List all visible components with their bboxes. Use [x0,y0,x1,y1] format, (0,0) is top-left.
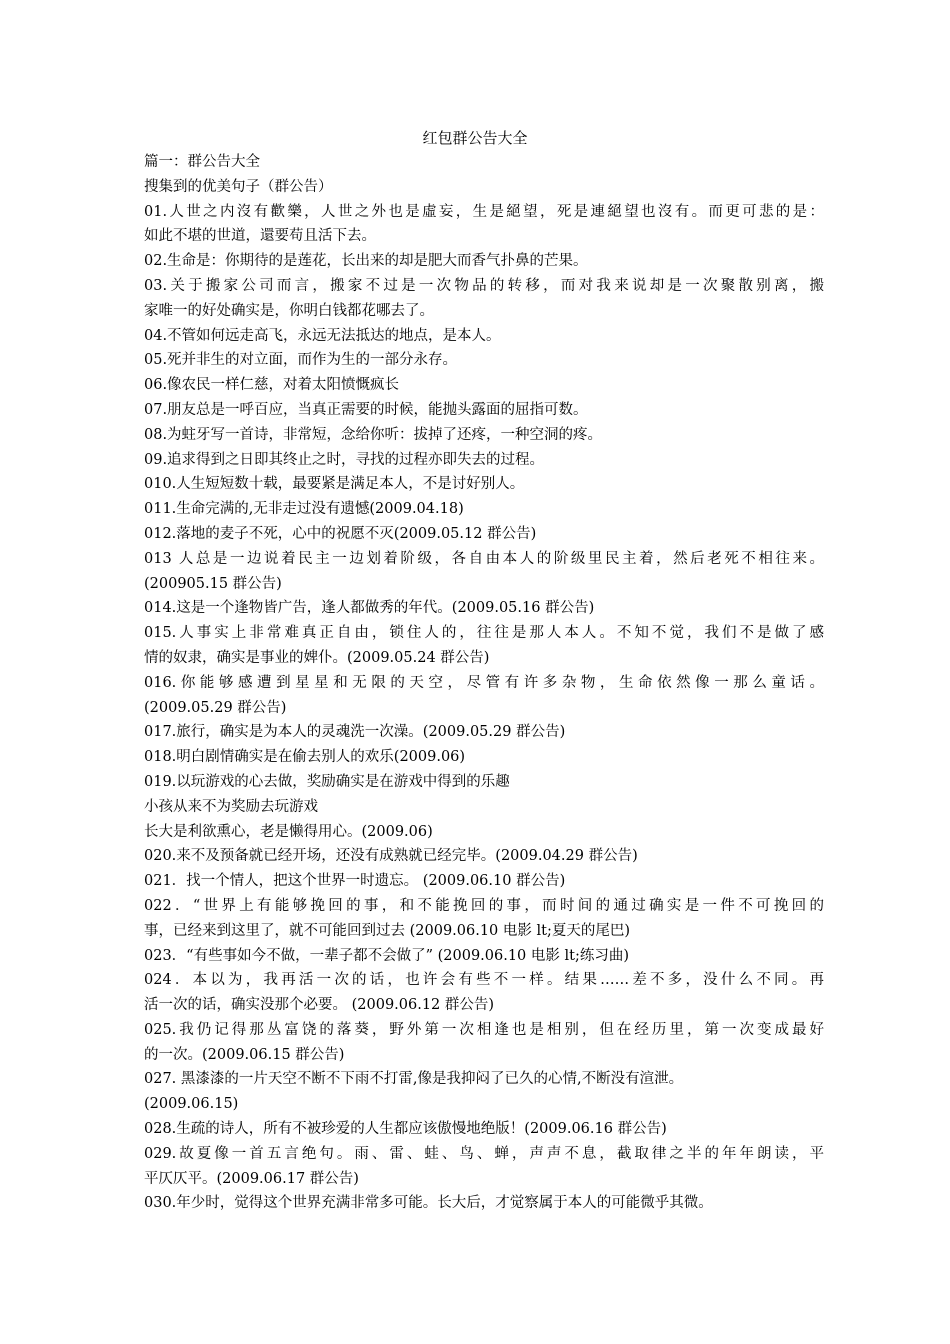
text-line: 015.人事实上非常难真正自由，锁住人的，往往是那人本人。不知不觉，我们不是做了感 [144,625,824,642]
text-line: 030.年少时，觉得这个世界充满非常多可能。长大后，才觉察属于本人的可能微乎其微。 [144,1195,713,1212]
text-line: 020.来不及预备就已经开场，还没有成熟就已经完毕。(2009.04.29 群公告) [144,848,638,865]
text-line: 06.像农民一样仁慈，对着太阳愤慨疯长 [144,377,400,394]
text-line: 平仄仄平。(2009.06.17 群公告) [144,1170,359,1187]
text-line: 篇一：群公告大全 [144,154,260,170]
text-line: 08.为蛀牙写一首诗，非常短，念给你听：拔掉了还疼，一种空洞的疼。 [144,426,603,443]
text-line: 029.故夏像一首五言绝句。雨、雷、蛙、鸟、蝉，声声不息，截取律之半的年年朗读，平 [144,1145,824,1162]
text-line: 03.关于搬家公司而言，搬家不过是一次物品的转移，而对我来说却是一次聚散别离，搬 [144,277,824,294]
text-line: 的一次。(2009.06.15 群公告) [144,1046,345,1063]
text-line: 027. 黑漆漆的一片天空不断不下雨不打雷,像是我抑闷了已久的心情,不断没有渲泄。 [144,1071,684,1088]
text-line: 018.明白剧情确实是在偷去别人的欢乐(2009.06) [144,749,466,766]
text-line: 028.生疏的诗人，所有不被珍爱的人生都应该傲慢地绝版！(2009.06.16 群公告) [144,1121,667,1138]
text-line: 家唯一的好处确实是，你明白钱都花哪去了。 [144,302,434,319]
text-line: 024．本以为，我再活一次的话，也许会有些不一样。结果……差不多，没什么不同。再 [144,972,824,989]
text-line: 021．找一个情人，把这个世界一时遗忘。 (2009.06.10 群公告) [144,873,566,890]
text-line: 013 人总是一边说着民主一边划着阶级，各自由本人的阶级里民主着，然后老死不相往来。 [144,550,824,567]
text-line: 017.旅行，确实是为本人的灵魂洗一次澡。(2009.05.29 群公告) [144,724,566,741]
text-line: 016.你能够感遭到星星和无限的天空，尽管有许多杂物，生命依然像一那么童话。 [144,674,824,691]
text-line: 012.落地的麦子不死，心中的祝愿不灭(2009.05.12 群公告) [144,525,537,542]
text-line: 07.朋友总是一呼百应，当真正需要的时候，能抛头露面的屈指可数。 [144,401,588,418]
text-line: 活一次的话，确实没那个必要。 (2009.06.12 群公告) [144,997,495,1014]
text-line: 025.我仍记得那丛富饶的落葵，野外第一次相逢也是相别，但在经历里，第一次变成最好 [144,1021,824,1038]
text-line: 如此不堪的世道，還要苟且活下去。 [144,228,376,245]
text-line: 01.人世之内沒有歡樂，人世之外也是虛妄，生是絕望，死是連絕望也沒有。而更可悲的是： [144,203,824,220]
text-line: 02.生命是：你期待的是莲花，长出来的却是肥大而香气扑鼻的芒果。 [144,253,588,270]
text-line: 小孩从来不为奖励去玩游戏 [144,798,318,815]
text-line: 023．“有些事如今不做，一辈子都不会做了” (2009.06.10 电影 lt;练习曲) [144,947,630,964]
text-line: (200905.15 群公告) [144,575,282,592]
text-line: 022．“世界上有能够挽回的事，和不能挽回的事，而时间的通过确实是一件不可挽回的 [144,897,824,914]
text-line: 09.追求得到之日即其终止之时，寻找的过程亦即失去的过程。 [144,451,545,468]
text-line: 04.不管如何远走高飞，永远无法抵达的地点，是本人。 [144,327,501,344]
text-line: 长大是利欲熏心，老是懒得用心。(2009.06) [144,823,433,840]
text-line: (2009.06.15) [144,1096,239,1113]
text-line: 019.以玩游戏的心去做，奖励确实是在游戏中得到的乐趣 [144,773,510,790]
text-line: 010.人生短短数十载，最要紧是满足本人，不是讨好别人。 [144,476,525,493]
text-line: 05.死并非生的对立面，而作为生的一部分永存。 [144,352,458,369]
text-line: 情的奴隶，确实是事业的婢仆。(2009.05.24 群公告) [144,649,490,666]
document-title: 红包群公告大全 [422,129,528,147]
text-line: 搜集到的优美句子（群公告） [144,178,333,195]
text-line: 014.这是一个逢物皆广告，逢人都做秀的年代。(2009.05.16 群公告) [144,600,595,617]
text-line: 事，已经来到这里了，就不可能回到过去 (2009.06.10 电影 lt;夏天的尾巴) [144,922,631,939]
text-line: (2009.05.29 群公告) [144,699,287,716]
document-body [144,150,824,1216]
text-line: 011.生命完满的,无非走过没有遗憾(2009.04.18) [144,501,464,518]
